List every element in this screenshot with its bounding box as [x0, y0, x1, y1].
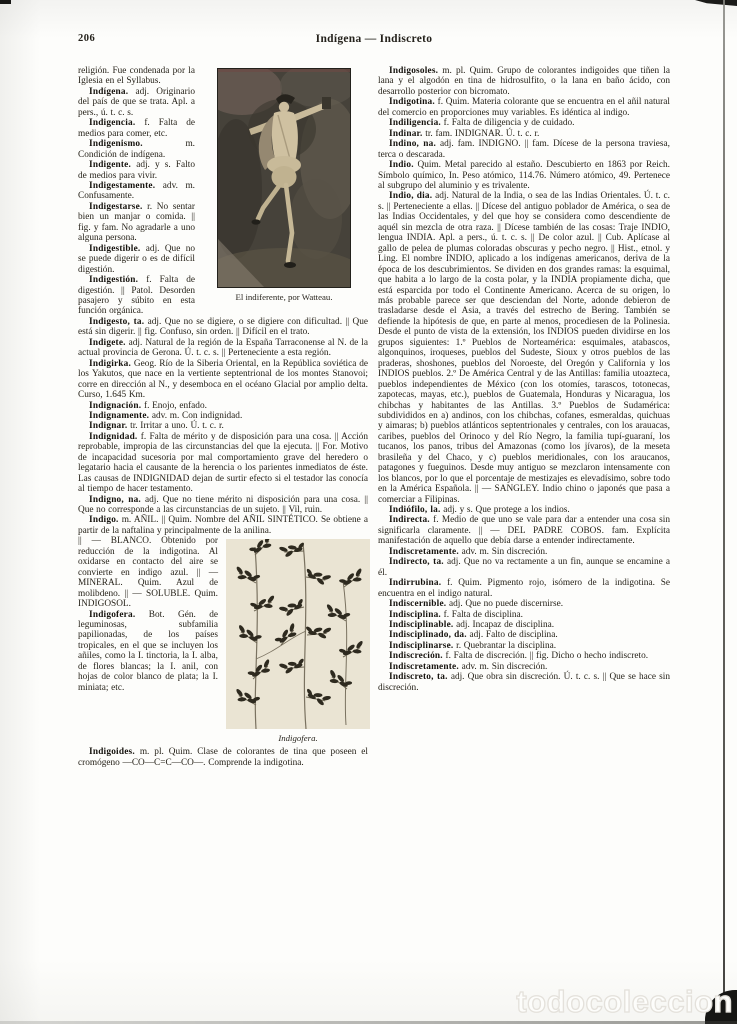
entry-headword: Indigete. — [89, 337, 126, 348]
page-number: 206 — [78, 33, 96, 44]
entries-below-plant — [78, 747, 368, 768]
entry-definition: adj. Incapaz de disciplina. — [456, 620, 555, 631]
entry-headword: Indignación. — [89, 400, 142, 411]
entry-headword: Indigoides. — [89, 747, 135, 758]
dictionary-entry — [378, 160, 670, 191]
entry-definition: f. Quim. Materia colorante que se encuentra en el añil natural del comercio en proporciones muy variables. Es idéntica al indigo. — [378, 97, 670, 118]
running-head: Indígena — Indiscreto — [315, 33, 433, 45]
entry-headword: Indirecta. — [389, 515, 430, 526]
entry-definition: f. Medio de que uno se vale para dar a entender una cosa sin significarla claramente. || — DEL PADRE COBOS. fam. Explícita manifestación de aquello que debía darse a entender indirectamente. — [378, 515, 670, 547]
entry-definition: adj. y s. Que protege a los indios. — [443, 505, 570, 516]
entry-definition: adj. Que no va rectamente a un fin, aunque se encamine a él. — [378, 557, 671, 578]
entry-headword: Indigestible. — [89, 243, 141, 254]
dictionary-entry — [78, 421, 368, 431]
entry-headword: Indigencia. — [89, 118, 136, 129]
entry-headword: Indio, dia. — [389, 191, 433, 202]
continued-paragraph: religión. Fue condenada por la Iglesia en el Syllabus. — [78, 66, 195, 87]
entry-definition: f. Falta de mérito y de disposición para una cosa. || Acción reprobable, impropia de las circunstancias del que la ejecuta. || For. Motivo de incapacidad sucesoria por mal comportamiento grave del heredero o legatario hacia el causante de la herencia o los parientes inmediatos de éste. Las causas de INDIGNIDAD dejan de surtir efecto si el testador las conocía al tiempo de hacer testamento. — [78, 431, 368, 495]
entry-definition: adj. Que no puede discernirse. — [449, 599, 564, 610]
entry-headword: Indiligencia. — [389, 118, 441, 129]
entry-definition: adj. y s. Falto de medios para vivir. — [78, 160, 195, 181]
watteau-painting-image — [217, 68, 351, 288]
dictionary-entry — [378, 578, 670, 599]
dictionary-entry — [78, 317, 368, 338]
entry-headword: Indigo. — [89, 515, 119, 526]
dictionary-entry — [78, 338, 368, 359]
entry-definition: tr. fam. INDIGNAR. Ú. t. c. r. — [425, 128, 540, 139]
entry-headword: Indigestamente. — [89, 180, 156, 191]
entry-headword: Indisciplinarse. — [389, 640, 454, 651]
entry-headword: Indirecto, ta. — [389, 557, 444, 568]
scan-artifact-top-left — [0, 0, 11, 4]
dictionary-entry — [78, 432, 368, 495]
entry-definition: adj. Natural de la región de la España Tarraconense al N. de la actual provincia de Gerona. Ú. t. c. s. || Perteneciente a esta región. — [78, 337, 368, 359]
entry-headword: Indisciplinable. — [389, 620, 454, 631]
entry-definition: adj. Originario del país de que se trata. Apl. a pers., ú. t. c. s. — [78, 86, 196, 118]
dictionary-entry — [378, 672, 670, 693]
entry-headword: Indinar. — [389, 128, 423, 139]
dictionary-entry — [378, 515, 670, 546]
entry-definition: f. Falta de digestión. || Patol. Desorden pasajero y súbito en esta función orgánica. — [78, 275, 195, 317]
indigofera-caption: Indigofera. — [278, 733, 318, 744]
scan-page-edge-line — [723, 0, 725, 1024]
entry-definition: Geog. Río de la Siberia Oriental, en la República soviética de los Yakutos, que nace en la vertiente septentrional de los montes Stanovoi; corre en dirección al N., y desemboca en el océano Glacial por amplio delta. Curso, 1.645 Km. — [78, 358, 369, 401]
entry-definition: f. Falta de discreción. || fig. Dicho o hecho indiscreto. — [445, 651, 649, 662]
entry-definition: f. Enojo, enfado. — [143, 400, 207, 411]
dictionary-entry — [78, 747, 368, 768]
entry-definition: f. Falta de disciplina. — [443, 609, 524, 620]
entry-definition: m. Condición de indígena. — [78, 139, 195, 160]
entry-definition: adj. Que no se puede digerir o es de difícil digestión. — [78, 243, 195, 275]
entry-definition: f. Falta de medios para comer, etc. — [78, 118, 195, 139]
entry-headword: Indisciplinado, da. — [389, 630, 467, 641]
watteau-caption: El indiferente, por Watteau. — [235, 292, 333, 302]
entry-definition: f. Falta de diligencia y de cuidado. — [443, 118, 575, 129]
indigofera-plant-image — [226, 539, 370, 729]
entry-definition: adj. Que obra sin discreción. Ú. t. c. s. || Que se hace sin discreción. — [378, 672, 670, 693]
entry-headword: Indigestión. — [89, 275, 139, 286]
entry-headword: Indino, na. — [389, 139, 437, 150]
dictionary-entry — [78, 401, 368, 411]
entry-definition: m. AÑIL. || Quim. Nombre del AÑIL SINTÉTICO. Se obtiene a partir de la naftalina y principalmente de la anilina. — [78, 515, 368, 536]
dictionary-entry — [378, 641, 670, 651]
right-column-entries — [378, 66, 670, 693]
watteau-figure — [200, 68, 368, 302]
entry-headword: Indiscreción. — [389, 651, 443, 662]
entry-definition: adv. m. Sin discreción. — [461, 661, 548, 672]
dictionary-entry — [378, 557, 670, 578]
entry-definition: adv. m. Con indignidad. — [151, 410, 243, 421]
dictionary-entry — [378, 505, 670, 515]
entry-definition: adv. m. Sin discreción. — [461, 546, 548, 557]
dictionary-entry — [78, 411, 368, 421]
entry-headword: Indignamente. — [89, 410, 150, 421]
entry-headword: Indignar. — [89, 421, 128, 432]
entry-definition: adj. Que no se digiere, o se digiere con dificultad. || Que está sin digerir. || fig. Confuso, sin orden. || Difícil en el trato. — [78, 316, 369, 338]
dictionary-entry — [78, 515, 368, 536]
dictionary-entry — [378, 662, 670, 672]
dictionary-entry — [378, 610, 670, 620]
entry-headword: Indigofera. — [89, 609, 136, 620]
entry-definition: Bot. Gén. de leguminosas, subfamilia papilionadas, de los países tropicales, en el que se incluyen los añiles, como la I. tinctoria, la I. alba, de flores blancas; la I. anil, con hojas de color blanco de plata; la I. miniata; etc. — [78, 609, 218, 693]
entry-definition: tr. Irritar a uno. Ú. t. c. r. — [130, 421, 224, 432]
entry-headword: Indiscretamente. — [389, 546, 459, 557]
entry-headword: Indignidad. — [89, 431, 138, 442]
entry-headword: Indigosoles. — [389, 66, 439, 76]
entry-definition: adj. Falto de disciplina. — [469, 630, 558, 641]
entry-headword: Indisciplina. — [389, 609, 441, 620]
dictionary-entry — [378, 547, 670, 557]
scan-artifact-top-right — [695, 0, 737, 6]
entry-headword: Indio. — [389, 160, 414, 171]
entry-definition: || — BLANCO. Obtenido por reducción de la indigotina. Al oxidarse en contacto del aire se convierte en indigo azul. || — MINERAL. Quim. Azul de molibdeno. || — SOLUBLE. Quim. INDIGOSOL. — [78, 536, 218, 610]
dictionary-entry — [378, 118, 670, 128]
dictionary-entry — [378, 66, 670, 97]
entry-headword: Indigenismo. — [89, 139, 143, 150]
entry-headword: Indirrubina. — [389, 578, 442, 589]
todocoleccion-watermark: todocoleccion — [516, 984, 733, 1019]
entry-headword: Indiscernible. — [389, 599, 447, 610]
page-header — [78, 33, 670, 47]
dictionary-entry — [78, 359, 368, 401]
dictionary-entry — [378, 651, 670, 661]
entry-headword: Indigente. — [89, 160, 132, 171]
entry-definition: adj. Natural de la India, o sea de las Indias Orientales. Ú. t. c. s. || Perteneciente a ellas. || Dícese del antiguo poblador de América, o sea de las Indias Occidentales, y del que hoy se considera como descendiente de aquél sin mezcla de otra raza. || Dícese también de las cosas: Traje INDIO, lengua INDIA. Apl. a pers., ú. t. c. s. || De color azul. || Cub. Aplícase al gallo de pelea de plumas coloradas obscuras y pecho negro. || Hist., etnol. y Ling. El nombre INDIO, aplicado a los indígenas americanos, deriva de la época de los descubrimientos. Se dividen en dos grandes ramas: la esquimal, que habita a lo largo de la costa polar, y la INDIA propiamente dicha, que está esparcida por todo el Continente Americano. Acerca de su origen, lo más probable parece ser que desciendan del Norte, adonde debieron de trasladarse desde el Asia, a través del estrecho de Bering. También se defiende la hipótesis de que, en parte al menos, procediesen de la Polinesia. Desde el punto de vista de la extensión, los INDIOS pueden dividirse en los grupos siguientes: 1.º Pueblos de Norteamérica: esquimales, atabascos, algonquinos, iroqueses, pueblos del Sudeste, Sioux y otros pueblos de las praderas, shoshones, pueblos del Noroeste, del Oregón y California y los INDIOS pueblos. 2.º De América Central y de las Antillas: familia utoazteca, pueblos independientes de México (con los otomíes, tarascos, totonecas, zapotecas, mayas, etc.), pueblos de Guatemala, Honduras y Nicaragua, los chibchas y habitantes de las Antillas. 3.º Pueblos de Sudamérica: subdivididos en a) andinos, con los chibchas, cofanes, esmeraldas, quichuas y aimaras; b) pueblos atlánticos septentrionales y centrales, con los arauacas, caribes, pueblos del Orinoco y del Río Negro, la familia tupí-guaraní, los tucanos, los panos, tribus del Amazonas (como los jívaros), de la meseta brasileña y del Chaco, y c) pueblos meridionales, con los araucanos, patagones y fueguinos. Desde muy antiguo se mezclaron intensamente con los blancos, por lo que el porcentaje de mestizajes es elevadísimo, sobre todo en la América Española. || — SANGLEY. Indio chino o japonés que pasa a comerciar a Filipinas. — [378, 191, 670, 505]
indigofera-figure — [224, 539, 372, 743]
text-columns — [78, 66, 670, 768]
entry-definition: r. No sentar bien un manjar o comida. || fig. y fam. No agradarle a uno alguna persona. — [78, 201, 195, 244]
left-column — [78, 66, 368, 768]
dictionary-entry — [378, 191, 670, 505]
entry-definition: m. pl. Quim. Grupo de colorantes indigoides que tiñen la lana y el algodón en tina de hidrosulfito, o la lana en baño ácido, con desarrollo posterior con bicromato. — [378, 66, 670, 97]
right-column — [378, 66, 670, 768]
entry-definition: adv. m. Confusamente. — [78, 180, 195, 202]
entry-headword: Indigno, na. — [89, 494, 141, 505]
entry-headword: Indiófilo, la. — [389, 505, 441, 516]
entry-definition: r. Quebrantar la disciplina. — [456, 640, 557, 651]
dictionary-entry — [378, 620, 670, 630]
entry-definition: m. pl. Quim. Clase de colorantes de tina que poseen el cromógeno —CO—C=C—CO—. Comprende la indigotina. — [78, 747, 369, 768]
entry-headword: Indígena. — [89, 86, 129, 97]
dictionary-entry — [78, 495, 368, 516]
dictionary-entry — [378, 630, 670, 640]
entry-definition: Quim. Metal parecido al estaño. Descubierto en 1863 por Reich. Símbolo químico, In. Peso atómico, 114.76. Número atómico, 49. Pertenece al subgrupo del aluminio y es trivalente. — [378, 160, 670, 191]
dictionary-entry — [378, 599, 670, 609]
entry-definition: adj. Que no tiene mérito ni disposición para una cosa. || Que no corresponde a las circunstancias de un sujeto. || Vil, ruin. — [78, 494, 368, 516]
entry-headword: Indiscreto, ta. — [389, 672, 448, 683]
dictionary-entry — [378, 97, 670, 118]
entry-headword: Indiscretamente. — [389, 661, 459, 672]
entry-headword: Indigirka. — [89, 358, 132, 369]
entry-headword: Indigestarse. — [89, 201, 143, 212]
entry-definition: f. Quim. Pigmento rojo, isómero de la indigotina. Se encuentra en el indigo natural. — [378, 578, 670, 599]
entry-headword: Indigotina. — [389, 97, 435, 108]
dictionary-entry — [378, 139, 670, 160]
dictionary-entry — [378, 129, 670, 139]
entry-definition: adj. fam. INDIGNO. || fam. Dícese de la persona traviesa, terca o descarada. — [378, 139, 670, 160]
entry-headword: Indigesto, ta. — [89, 316, 145, 327]
